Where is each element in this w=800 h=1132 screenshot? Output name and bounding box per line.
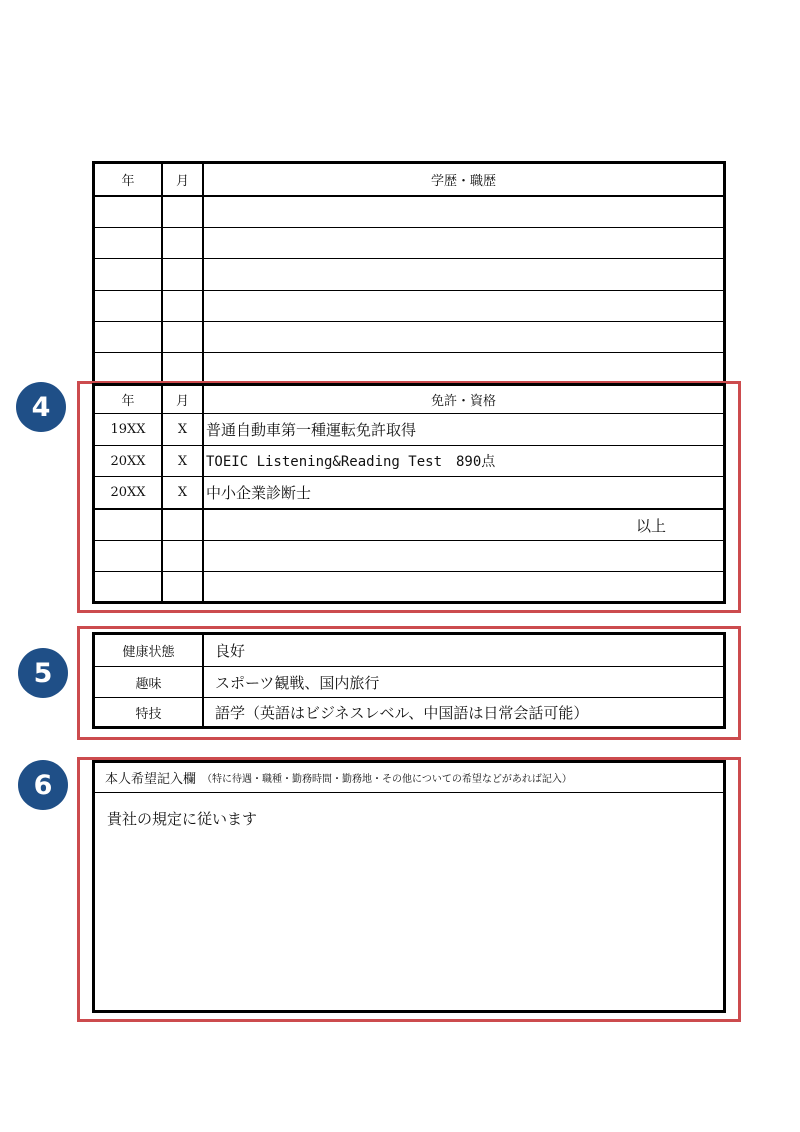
row-divider [95, 227, 723, 228]
license-month: X [177, 485, 188, 500]
wishes-header [105, 763, 715, 792]
row-divider [95, 540, 723, 541]
row-divider [95, 321, 723, 322]
header-year: 年 [121, 174, 135, 189]
col-divider [202, 635, 204, 726]
wishes-note: （特に待遇・職種・勤務時間・勤務地・その他についての希望などがあれば記入） [202, 774, 572, 785]
license-content: TOEIC Listening&Reading Test 890点 [206, 454, 496, 470]
header-month: 月 [175, 394, 189, 409]
license-month: X [177, 453, 188, 469]
section-badge-5: 5 [18, 648, 68, 698]
license-month: X [177, 422, 188, 437]
wishes-content: 貴社の規定に従います [107, 809, 258, 828]
end-marker: 以上 [635, 516, 666, 535]
label-health: 健康状態 [122, 645, 175, 660]
header-history: 学歴・職歴 [430, 174, 496, 189]
row-divider [95, 290, 723, 291]
col-divider [202, 386, 204, 601]
header-year: 年 [121, 394, 135, 409]
label-skills: 特技 [135, 706, 162, 722]
section-badge-4: 4 [16, 382, 66, 432]
value-health: 良好 [215, 642, 246, 660]
wishes-box [92, 760, 726, 1013]
row-divider [95, 571, 723, 572]
licenses-table [92, 383, 726, 604]
license-content: 中小企業診断士 [206, 484, 312, 502]
label-hobbies: 趣味 [135, 676, 162, 692]
row-divider [95, 258, 723, 259]
license-year: 19XX [110, 422, 146, 437]
row-divider [95, 352, 723, 353]
row-divider [95, 195, 723, 197]
license-content: 普通自動車第一種運転免許取得 [206, 421, 417, 439]
header-licenses: 免許・資格 [430, 394, 496, 409]
license-year: 20XX [110, 453, 146, 469]
value-hobbies: スポーツ観戦、国内旅行 [215, 673, 380, 692]
row-divider [95, 792, 723, 793]
license-year: 20XX [110, 485, 146, 500]
header-month: 月 [175, 174, 189, 189]
wishes-title: 本人希望記入欄 [105, 772, 197, 787]
personal-table [92, 632, 726, 729]
history-table [92, 161, 726, 385]
value-skills: 語学（英語はビジネスレベル、中国語は日常会話可能） [215, 703, 589, 722]
section-badge-6: 6 [18, 760, 68, 810]
